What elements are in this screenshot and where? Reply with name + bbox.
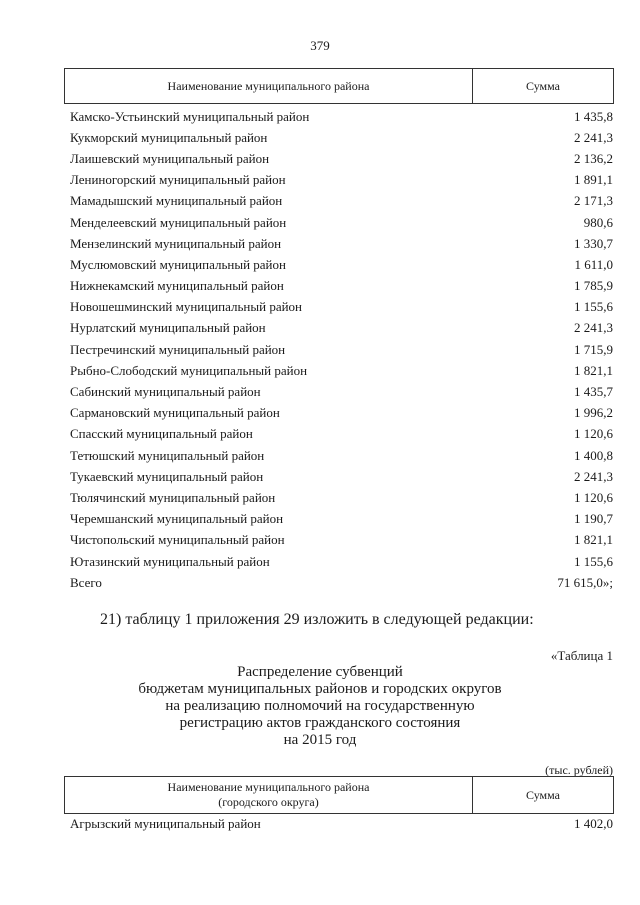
district-name: Чистопольский муниципальный район — [70, 532, 285, 548]
district-name: Всего — [70, 574, 102, 590]
table-row — [70, 297, 614, 318]
amount-value: 1 715,9 — [574, 341, 613, 357]
amount-value: 1 190,7 — [574, 511, 613, 527]
table-1-header — [64, 68, 614, 104]
district-name: Кукморский муниципальный район — [70, 129, 268, 145]
district-name: Новошешминский муниципальный район — [70, 299, 303, 315]
table-row — [70, 813, 614, 834]
table-row — [70, 233, 614, 254]
table-row — [70, 572, 614, 593]
amount-value: 1 330,7 — [574, 235, 613, 251]
amount-value: 2 171,3 — [574, 193, 613, 209]
amount-value: 1 402,0 — [574, 815, 613, 831]
district-name: Тукаевский муниципальный район — [70, 468, 264, 484]
table-row — [70, 276, 614, 297]
table-row — [70, 318, 614, 339]
column-header-name-line: Наименование муниципального района — [167, 780, 370, 794]
column-header-name — [65, 777, 473, 813]
amount-value: 71 615,0»; — [557, 574, 613, 590]
district-name: Тюлячинский муниципальный район — [70, 489, 276, 505]
amount-value: 1 120,6 — [574, 489, 613, 505]
title-line: Распределение субвенций — [237, 664, 403, 680]
amount-value: 2 241,3 — [574, 320, 613, 336]
district-name: Ютазинский муниципальный район — [70, 553, 270, 569]
table-1-body — [70, 106, 614, 593]
column-header-name-line: (городского округа) — [218, 795, 319, 809]
amount-value: 1 155,6 — [574, 299, 613, 315]
table-row — [70, 360, 614, 381]
amount-value: 1 611,0 — [574, 256, 613, 272]
column-header-amount: Сумма — [526, 787, 560, 802]
table-row — [70, 191, 614, 212]
amount-value: 1 821,1 — [574, 362, 613, 378]
title-line: бюджетам муниципальных районов и городских округов — [138, 681, 502, 697]
table-row — [70, 254, 614, 275]
table-row — [70, 212, 614, 233]
amount-value: 980,6 — [583, 214, 613, 230]
table-row — [70, 339, 614, 360]
amount-value: 2 136,2 — [574, 150, 613, 166]
table-row — [70, 530, 614, 551]
amount-value: 1 435,7 — [574, 384, 613, 400]
table-row — [70, 445, 614, 466]
district-name: Черемшанский муниципальный район — [70, 511, 284, 527]
district-name: Рыбно-Слободский муниципальный район — [70, 362, 308, 378]
amount-value: 1 785,9 — [574, 278, 613, 294]
district-name: Муслюмовский муниципальный район — [70, 256, 286, 272]
units-note: (тыс. рублей) — [545, 763, 613, 777]
title-line: на 2015 год — [283, 732, 357, 748]
table-row — [70, 170, 614, 191]
amount-value: 2 241,3 — [574, 468, 613, 484]
table-2-header — [64, 776, 614, 814]
district-name: Сармановский муниципальный район — [70, 405, 280, 421]
district-name: Нижнекамский муниципальный район — [70, 278, 284, 294]
table-row — [70, 381, 614, 402]
amount-value: 1 155,6 — [574, 553, 613, 569]
table-row — [70, 509, 614, 530]
amount-value: 1 400,8 — [574, 447, 613, 463]
district-name: Лаишевский муниципальный район — [70, 150, 270, 166]
amount-value: 1 435,8 — [574, 108, 613, 124]
title-line: на реализацию полномочий на государственную — [165, 698, 475, 714]
amount-value: 2 241,3 — [574, 129, 613, 145]
table-row — [70, 424, 614, 445]
district-name: Менделеевский муниципальный район — [70, 214, 287, 230]
column-header-amount: Сумма — [526, 78, 560, 93]
district-name: Мамадышский муниципальный район — [70, 193, 283, 209]
amount-value: 1 120,6 — [574, 426, 613, 442]
district-name: Мензелинский муниципальный район — [70, 235, 282, 251]
table-2-body — [70, 813, 614, 834]
table-title — [0, 664, 640, 749]
page-number: 379 — [310, 38, 330, 53]
table-row — [70, 106, 614, 127]
table-row — [70, 487, 614, 508]
district-name: Тетюшский муниципальный район — [70, 447, 265, 463]
table-row — [70, 127, 614, 148]
table-row — [70, 551, 614, 572]
amount-value: 1 821,1 — [574, 532, 613, 548]
district-name: Сабинский муниципальный район — [70, 384, 261, 400]
district-name: Пестречинский муниципальный район — [70, 341, 286, 357]
column-header-name: Наименование муниципального района — [65, 69, 473, 103]
table-row — [70, 466, 614, 487]
district-name: Камско-Устьинский муниципальный район — [70, 108, 310, 124]
table-label: «Таблица 1 — [550, 648, 613, 663]
title-line: регистрацию актов гражданского состояния — [179, 715, 461, 731]
table-row — [70, 403, 614, 424]
amount-value: 1 996,2 — [574, 405, 613, 421]
district-name: Нурлатский муниципальный район — [70, 320, 266, 336]
table-row — [70, 148, 614, 169]
instruction-paragraph: 21) таблицу 1 приложения 29 изложить в следующей редакции: — [100, 611, 534, 628]
amount-value: 1 891,1 — [574, 172, 613, 188]
district-name: Агрызский муниципальный район — [70, 815, 261, 831]
district-name: Спасский муниципальный район — [70, 426, 253, 442]
district-name: Лениногорский муниципальный район — [70, 172, 286, 188]
